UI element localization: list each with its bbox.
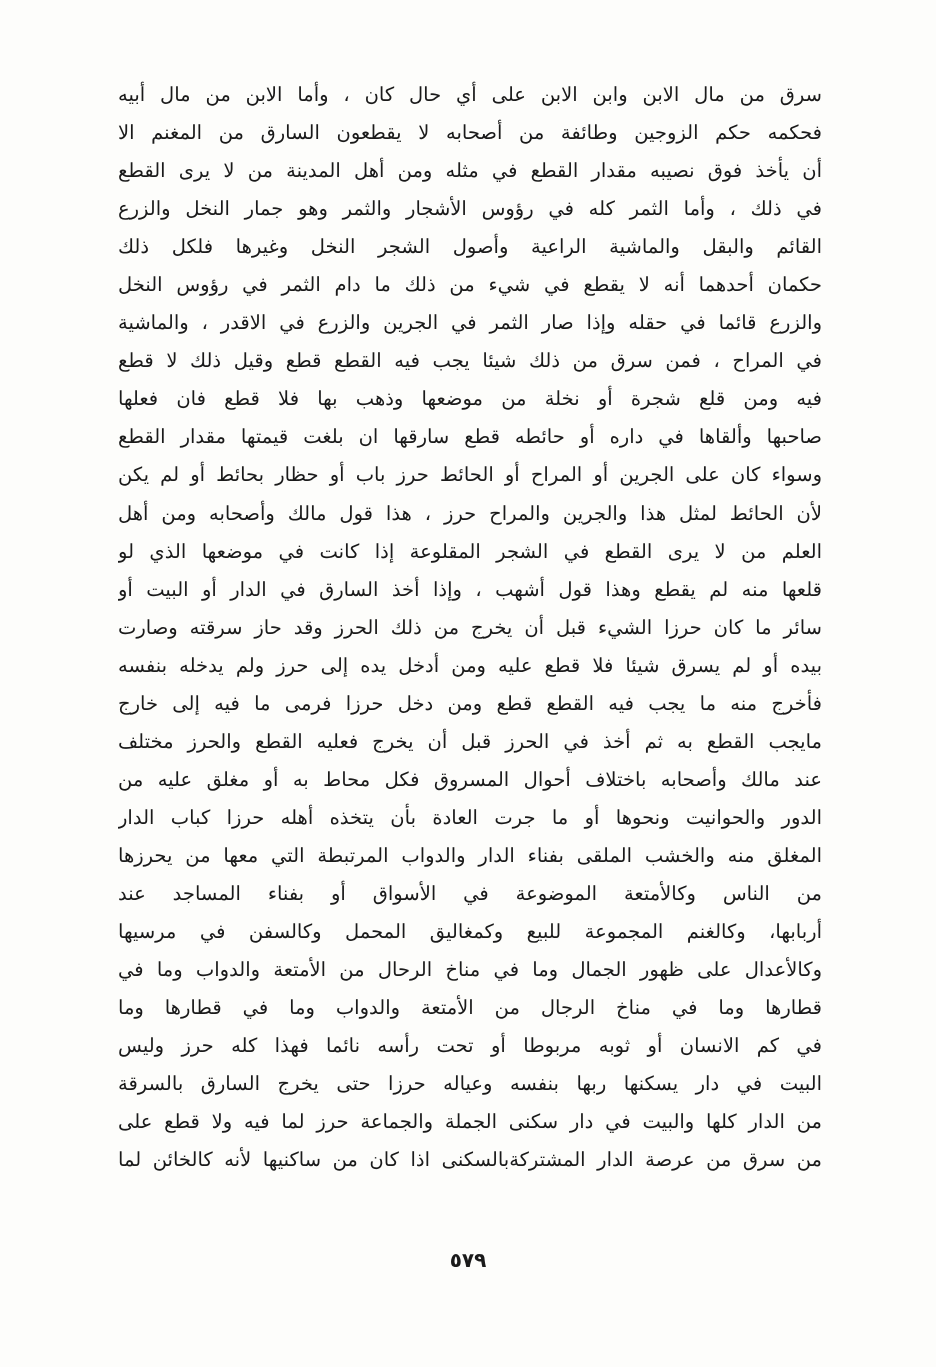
text-line: في المراح ، فمن سرق من ذلك شيئا يجب فيه القطع قطع وقيل ذلك لا قطع [118,349,822,373]
body-text [118,76,822,1179]
text-line: وسواء كان على الجرين أو المراح أو الحائط حرز باب أو حظار بحائط أو لم يكن [118,463,822,487]
text-line: القائم والبقل والماشية الراعية وأصول الشجر النخل وغيرها فلكل ذلك [118,235,822,259]
text-line: سائر ما كان حرزا الشيء قبل أن يخرج من ذلك الحرز وقد حاز سرقته وصارت [118,615,822,639]
text-line: من الناس وكالأمتعة الموضوعة في الأسواق أو بفناء المساجد عند [118,881,822,905]
text-line: فيه ومن قلع شجرة أو نخلة من موضعها وذهب بها فلا قطع فان فعلها [118,387,822,411]
text-line: والزرع قائما في حقله وإذا صار الثمر في الجرين والزرع في الاقدر ، والماشية [118,311,822,335]
text-line: في كم الانسان أو ثوبه مربوطا أو تحت رأسه نائما فهذا كله حرز وليس [118,1034,822,1058]
text-line: لأن الحائط لمثل هذا والجرين والمراح حرز ، هذا قول مالك وأصحابه ومن أهل [118,501,822,525]
text-line: أن يأخذ فوق نصيبه مقدار القطع في مثله ومن أهل المدينة من لا يرى القطع [118,159,822,183]
text-line: من الدار كلها والبيت في دار سكنى الجملة والجماعة حرز لما فيه ولا قطع على [118,1110,822,1134]
text-line: حكمان أحدهما أنه لا يقطع في شيء من ذلك ما دام الثمر في رؤوس النخل [118,273,822,297]
text-line: قطارها وما في مناخ الرجال من الأمتعة والدواب وما في قطارها وما [118,996,822,1020]
text-line: فحكمه حكم الزوجين وطائفة من أصحابه لا يقطعون السارق من المغنم الا [118,121,822,145]
text-line: في ذلك ، وأما الثمر كله في رؤوس الأشجار والثمر وهو جمار النخل والزرع [118,197,822,221]
text-line: سرق من مال الابن وابن الابن على أي حال كان ، وأما الابن من مال أبيه [118,83,822,106]
text-line: عند مالك وأصحابه باختلاف أحوال المسروق فكل محاط به أو مغلق عليه من [118,767,822,791]
text-line: الدور والحوانيت ونحوها أو ما جرت العادة بأن يتخذه أهله حرزا كباب الدار [118,805,822,829]
text-line: مايجب القطع به ثم أخذ في الحرز قبل أن يخرج فعليه القطع والحرز مختلف [118,729,822,753]
text-line: قلعها منه لم يقطع وهذا قول أشهب ، وإذا أخذ السارق في الدار أو البيت أو [118,577,822,601]
text-line: البيت في دار يسكنها ربها بنفسه وعياله حرزا حتى يخرج السارق بالسرقة [118,1072,822,1096]
text-line: المغلق منه والخشب الملقى بفناء الدار والدواب المرتبطة التي معها من يحرزها [118,843,822,867]
page-number: ٥٧٩ [449,1248,487,1272]
text-line: صاحبها وألقاها في داره أو حائطه قطع سارقها ان بلغت قيمتها مقدار القطع [118,425,822,449]
text-line: وكالأعدال على ظهور الجمال وما في مناخ الرحال من الأمتعة والدواب وما في [118,958,822,982]
text-line: من سرق من عرصة الدار المشتركةبالسكنى اذا كان من ساكنيها لأنه كالخائن لما [118,1148,822,1172]
text-line: العلم من لا يرى القطع في الشجر المقلوعة إذا كانت في موضعها الذي لو [118,539,822,563]
text-line: فأخرج منه ما يجب فيه القطع قطع ومن دخل حرزا فرمى ما فيه إلى خارج [118,691,822,715]
text-line: أربابها، وكالغنم المجموعة للبيع وكمغاليق المحمل وكالسفن في مرسيها [118,920,822,944]
text-line: بيده أو لم يسرق شيئا فلا قطع عليه ومن أدخل يده إلى حرز ولم يدخله بنفسه [118,653,822,677]
